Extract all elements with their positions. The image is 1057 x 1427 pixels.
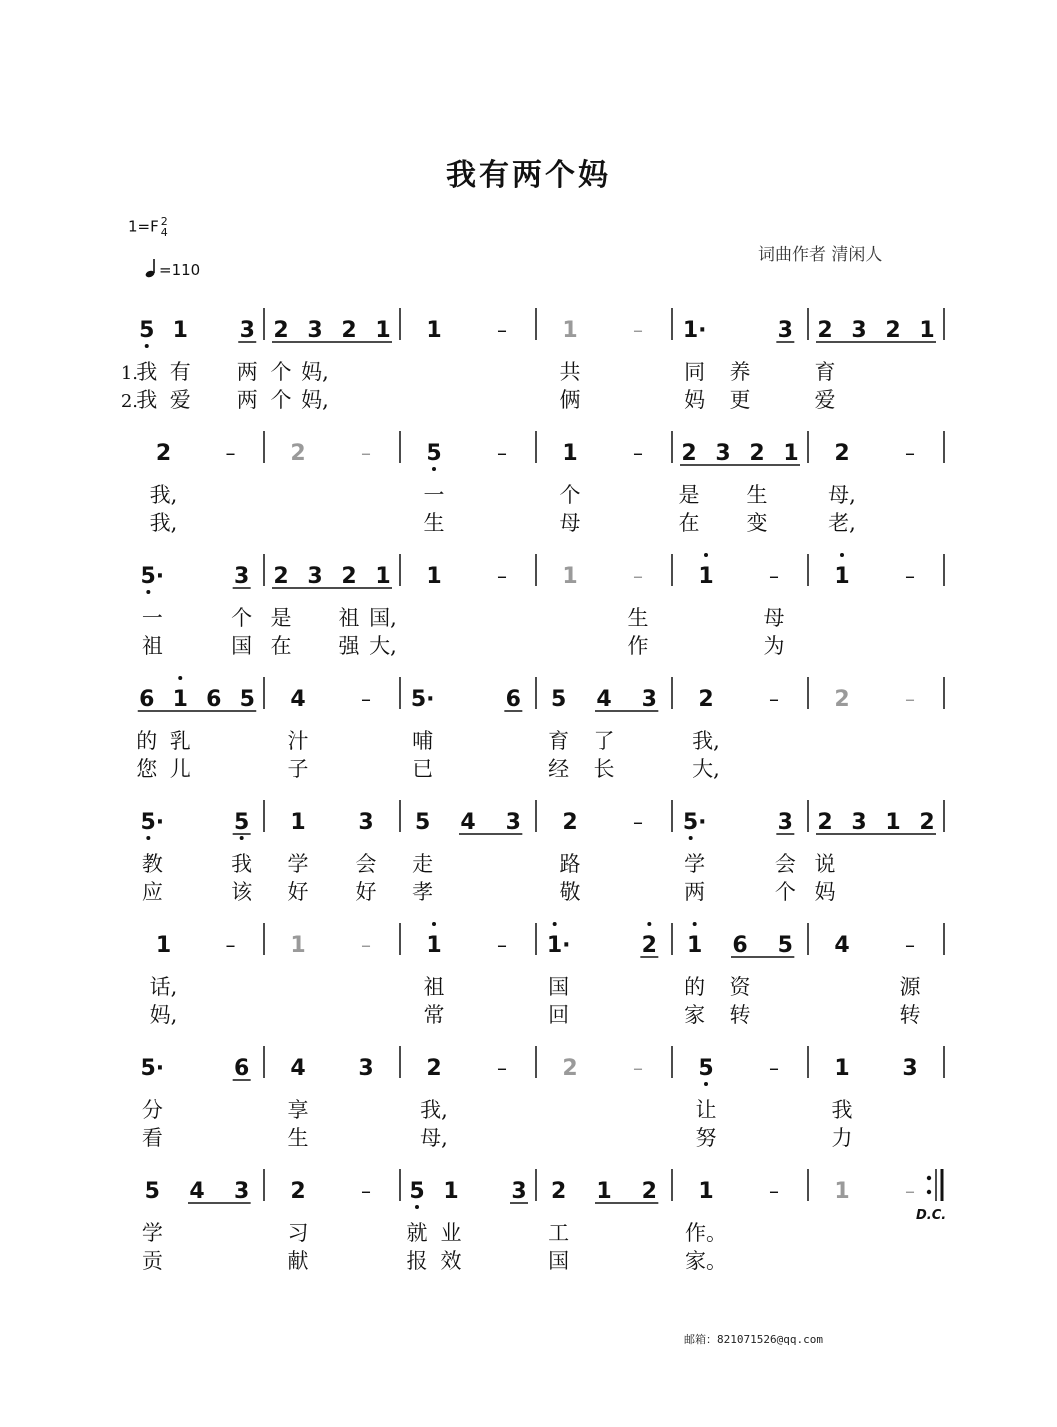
lyric-char: 作。 bbox=[685, 1221, 727, 1245]
note: 1 bbox=[834, 1056, 850, 1081]
lyric-char: 一 bbox=[141, 606, 163, 630]
lyric-char: 家。 bbox=[685, 1249, 727, 1273]
lyric-char: 的 bbox=[684, 975, 706, 999]
lyric-char: 就 bbox=[406, 1221, 428, 1245]
note: 1 bbox=[834, 1179, 850, 1204]
lyric-char: 祖 bbox=[423, 975, 445, 999]
lyric-char: 妈, bbox=[149, 1003, 178, 1027]
note: 5· bbox=[140, 1056, 165, 1081]
lyric-char: 分 bbox=[141, 1098, 163, 1122]
note: 5· bbox=[682, 810, 707, 835]
lyric-char: 资 bbox=[729, 975, 751, 999]
note: 2 bbox=[562, 810, 578, 835]
note: 1 bbox=[426, 933, 442, 958]
time-signature: 2 4 bbox=[160, 215, 168, 239]
note: 1 bbox=[698, 1179, 714, 1204]
lyric-char: 转 bbox=[729, 1003, 751, 1027]
verse-number: 2. bbox=[120, 391, 138, 412]
lyric-char: 共 bbox=[559, 360, 581, 384]
lyric-char: 力 bbox=[831, 1126, 853, 1150]
lyric-char: 同 bbox=[684, 360, 706, 384]
note-dash: – bbox=[633, 318, 643, 342]
lyric-char: 俩 bbox=[559, 388, 581, 412]
note: 1 bbox=[155, 933, 172, 958]
note: 2 bbox=[273, 564, 289, 589]
note: 2 bbox=[817, 810, 833, 835]
octave-dot-low bbox=[415, 1205, 419, 1209]
note: 1 bbox=[375, 564, 391, 589]
note: 1 bbox=[172, 687, 188, 712]
lyric-char: 经 bbox=[548, 757, 570, 781]
octave-dot-high bbox=[693, 922, 697, 926]
author-credit: 词曲作者 清闲人 bbox=[758, 245, 883, 265]
note: 1 bbox=[834, 564, 850, 589]
note: 5 bbox=[551, 687, 567, 712]
octave-dot-high bbox=[553, 922, 557, 926]
note: 1 bbox=[596, 1179, 612, 1204]
lyric-char: 变 bbox=[746, 511, 768, 535]
lyric-char: 回 bbox=[548, 1003, 570, 1027]
lyric-char: 孝 bbox=[412, 880, 434, 904]
lyric-char: 业 bbox=[440, 1221, 462, 1245]
note-dash: – bbox=[497, 441, 507, 465]
lyric-char: 您 bbox=[136, 757, 158, 781]
note: 1 bbox=[290, 810, 306, 835]
lyric-char: 好 bbox=[287, 880, 309, 904]
lyric-char: 在 bbox=[678, 511, 700, 535]
note: 2 bbox=[641, 933, 657, 958]
octave-dot-low bbox=[145, 344, 149, 348]
lyric-char: 国 bbox=[231, 634, 253, 658]
octave-dot-high bbox=[840, 553, 844, 557]
note: 3 bbox=[234, 564, 250, 589]
lyric-char: 乳 bbox=[169, 729, 191, 753]
note: 3 bbox=[851, 810, 867, 835]
lyric-char: 源 bbox=[899, 975, 921, 999]
lyric-char: 会 bbox=[355, 852, 377, 876]
note: 3 bbox=[505, 810, 521, 835]
lyric-char: 的 bbox=[136, 729, 158, 753]
lyric-char: 生 bbox=[423, 511, 445, 535]
note: 5 bbox=[698, 1056, 714, 1081]
lyric-char: 是 bbox=[270, 606, 292, 630]
lyric-char: 长 bbox=[593, 757, 615, 781]
note: 1 bbox=[443, 1179, 459, 1204]
note: 3 bbox=[777, 810, 793, 835]
note: 4 bbox=[834, 933, 850, 958]
note-dash: – bbox=[769, 1179, 779, 1203]
lyric-char: 说 bbox=[814, 852, 836, 876]
lyric-char: 一 bbox=[423, 483, 445, 507]
lyric-char: 常 bbox=[423, 1003, 445, 1027]
lyric-char: 习 bbox=[287, 1221, 309, 1245]
note: 1 bbox=[375, 318, 391, 343]
note: 4 bbox=[290, 687, 306, 712]
note-dash: – bbox=[905, 1179, 915, 1203]
octave-dot-low bbox=[146, 836, 150, 840]
key-label: 1=F bbox=[128, 217, 159, 236]
note: 2 bbox=[885, 318, 901, 343]
note: 1 bbox=[172, 318, 188, 343]
note-dash: – bbox=[497, 1056, 507, 1080]
note-dash: – bbox=[905, 933, 915, 957]
lyric-char: 国 bbox=[548, 1249, 570, 1273]
note: 1 bbox=[698, 564, 714, 589]
lyric-char: 育 bbox=[814, 360, 836, 384]
note: 5 bbox=[409, 1179, 425, 1204]
lyric-char: 母 bbox=[559, 511, 581, 535]
note: 2 bbox=[273, 318, 289, 343]
note: 5 bbox=[777, 933, 793, 958]
lyric-char: 敬 bbox=[559, 880, 581, 904]
lyric-char: 我, bbox=[149, 483, 178, 507]
note: 3 bbox=[902, 1056, 918, 1081]
note: 3 bbox=[511, 1179, 527, 1204]
da-capo-mark: D.C. bbox=[916, 1208, 947, 1223]
lyric-char: 祖 bbox=[141, 634, 163, 658]
lyric-char: 我 bbox=[231, 852, 253, 876]
note: 6 bbox=[234, 1056, 250, 1081]
note: 1 bbox=[562, 318, 578, 343]
note: 1 bbox=[687, 933, 703, 958]
note-dash: – bbox=[633, 810, 643, 834]
lyric-char: 教 bbox=[141, 852, 163, 876]
note-dash: – bbox=[497, 933, 507, 957]
note: 3 bbox=[358, 810, 374, 835]
lyric-char: 哺 bbox=[412, 729, 434, 753]
note-dash: – bbox=[769, 687, 779, 711]
note: 3 bbox=[641, 687, 657, 712]
lyric-char: 学 bbox=[141, 1221, 163, 1245]
note: 3 bbox=[358, 1056, 374, 1081]
octave-dot-high bbox=[704, 553, 708, 557]
note-dash: – bbox=[361, 1179, 371, 1203]
lyric-char: 我, bbox=[420, 1098, 448, 1122]
note-dash: – bbox=[633, 441, 643, 465]
lyric-char: 妈 bbox=[814, 880, 836, 904]
note: 2 bbox=[290, 441, 306, 466]
note: 2 bbox=[834, 441, 850, 466]
note: 6 bbox=[139, 687, 155, 712]
note: 5 bbox=[234, 810, 250, 835]
contact-email: 邮箱：821071526@qq.com bbox=[684, 1333, 823, 1346]
lyric-char: 老, bbox=[828, 511, 856, 535]
octave-dot-high bbox=[432, 922, 436, 926]
lyric-char: 爱 bbox=[169, 388, 191, 412]
note: 4 bbox=[460, 810, 476, 835]
lyric-char: 生 bbox=[627, 606, 649, 630]
lyric-char: 报 bbox=[406, 1249, 428, 1273]
note: 1 bbox=[919, 318, 935, 343]
note-dash: – bbox=[497, 318, 507, 342]
lyric-char: 话, bbox=[149, 975, 178, 999]
note-dash: – bbox=[905, 564, 915, 588]
lyric-char: 汁 bbox=[287, 729, 309, 753]
lyric-char: 努 bbox=[695, 1126, 717, 1150]
lyric-char: 个 bbox=[270, 388, 292, 412]
lyric-char: 养 bbox=[729, 360, 751, 384]
lyric-char: 了 bbox=[593, 729, 615, 753]
lyric-char: 母, bbox=[420, 1126, 448, 1150]
lyric-char: 工 bbox=[548, 1221, 570, 1245]
lyric-char: 子 bbox=[287, 757, 309, 781]
note: 1 bbox=[290, 933, 306, 958]
lyric-char: 大, bbox=[692, 757, 720, 781]
repeat-dot bbox=[927, 1176, 931, 1180]
octave-dot-low bbox=[704, 1082, 708, 1086]
lyric-char: 我 bbox=[136, 388, 158, 412]
note-dash: – bbox=[225, 933, 236, 957]
lyric-char: 大, bbox=[369, 634, 397, 658]
verse-number: 1. bbox=[120, 363, 138, 384]
lyric-char: 路 bbox=[559, 852, 581, 876]
note: 4 bbox=[596, 687, 612, 712]
lyric-char: 两 bbox=[236, 360, 258, 384]
note: 6 bbox=[732, 933, 748, 958]
lyric-char: 在 bbox=[270, 634, 292, 658]
lyric-char: 学 bbox=[684, 852, 706, 876]
note: 2 bbox=[290, 1179, 306, 1204]
lyric-char: 个 bbox=[559, 483, 581, 507]
lyric-char: 妈, bbox=[301, 360, 329, 384]
note: 1· bbox=[682, 318, 707, 343]
lyric-char: 强 bbox=[338, 634, 360, 658]
lyric-char: 母, bbox=[828, 483, 856, 507]
note: 1 bbox=[562, 564, 578, 589]
lyric-char: 贡 bbox=[141, 1249, 163, 1273]
lyric-char: 爱 bbox=[814, 388, 836, 412]
lyric-char: 个 bbox=[774, 880, 796, 904]
note-dash: – bbox=[225, 441, 236, 465]
note: 1 bbox=[885, 810, 901, 835]
lyric-char: 好 bbox=[355, 880, 377, 904]
note: 5 bbox=[239, 687, 255, 712]
note: 2 bbox=[834, 687, 850, 712]
lyric-char: 已 bbox=[412, 757, 434, 781]
lyric-char: 家 bbox=[684, 1003, 706, 1027]
note-dash: – bbox=[361, 933, 371, 957]
note: 6 bbox=[206, 687, 222, 712]
note-dash: – bbox=[769, 564, 779, 588]
note: 1 bbox=[562, 441, 578, 466]
note: 4 bbox=[189, 1179, 205, 1204]
note: 2 bbox=[749, 441, 765, 466]
note: 6 bbox=[505, 687, 521, 712]
note: 2 bbox=[681, 441, 697, 466]
note-dash: – bbox=[633, 1056, 643, 1080]
octave-dot-low bbox=[432, 467, 436, 471]
note: 5· bbox=[140, 564, 165, 589]
lyric-char: 母 bbox=[763, 606, 785, 630]
lyric-char: 儿 bbox=[169, 757, 191, 781]
lyric-char: 献 bbox=[287, 1249, 309, 1273]
lyric-char: 个 bbox=[270, 360, 292, 384]
octave-dot-low bbox=[240, 836, 244, 840]
note-dash: – bbox=[769, 1056, 779, 1080]
lyric-char: 作 bbox=[627, 634, 649, 658]
lyric-char: 更 bbox=[729, 388, 751, 412]
note: 2 bbox=[551, 1179, 567, 1204]
lyric-char: 个 bbox=[231, 606, 253, 630]
lyric-char: 国 bbox=[548, 975, 570, 999]
lyric-char: 是 bbox=[678, 483, 700, 507]
lyric-char: 两 bbox=[684, 880, 706, 904]
note: 3 bbox=[239, 318, 255, 343]
note-dash: – bbox=[905, 441, 915, 465]
note: 5· bbox=[410, 687, 435, 712]
octave-dot-low bbox=[689, 836, 693, 840]
note: 3 bbox=[234, 1179, 250, 1204]
lyric-char: 育 bbox=[548, 729, 570, 753]
lyric-char: 两 bbox=[236, 388, 258, 412]
lyric-char: 学 bbox=[287, 852, 309, 876]
lyric-char: 应 bbox=[141, 880, 163, 904]
note: 3 bbox=[307, 564, 323, 589]
tempo-value: =110 bbox=[159, 261, 201, 279]
note: 5 bbox=[426, 441, 442, 466]
octave-dot-high bbox=[178, 676, 182, 680]
note: 3 bbox=[777, 318, 793, 343]
note: 2 bbox=[155, 441, 172, 466]
lyric-char: 享 bbox=[287, 1098, 309, 1122]
lyric-char: 走 bbox=[412, 852, 434, 876]
note: 2 bbox=[641, 1179, 657, 1204]
note: 5 bbox=[139, 318, 155, 343]
lyric-char: 效 bbox=[440, 1249, 462, 1273]
lyric-char: 为 bbox=[763, 634, 785, 658]
lyric-char: 妈 bbox=[684, 388, 706, 412]
lyric-char: 让 bbox=[695, 1098, 717, 1122]
note: 2 bbox=[341, 318, 357, 343]
lyric-char: 我, bbox=[692, 729, 720, 753]
note: 5 bbox=[144, 1179, 160, 1204]
lyric-char: 有 bbox=[169, 360, 191, 384]
note: 2 bbox=[698, 687, 714, 712]
lyric-char: 我 bbox=[831, 1098, 853, 1122]
lyric-char: 转 bbox=[899, 1003, 921, 1027]
lyric-char: 国, bbox=[369, 606, 397, 630]
lyric-char: 祖 bbox=[338, 606, 360, 630]
note: 1 bbox=[783, 441, 799, 466]
note: 3 bbox=[307, 318, 323, 343]
note: 2 bbox=[562, 1056, 578, 1081]
song-title: 我有两个妈 bbox=[446, 158, 611, 193]
note: 2 bbox=[341, 564, 357, 589]
lyric-char: 生 bbox=[746, 483, 768, 507]
note: 2 bbox=[919, 810, 935, 835]
lyric-char: 会 bbox=[774, 852, 796, 876]
note: 2 bbox=[817, 318, 833, 343]
note-dash: – bbox=[361, 441, 371, 465]
note: 4 bbox=[290, 1056, 306, 1081]
note: 2 bbox=[426, 1056, 442, 1081]
note-dash: – bbox=[905, 687, 915, 711]
note: 1· bbox=[546, 933, 571, 958]
lyric-char: 我 bbox=[136, 360, 158, 384]
note: 1 bbox=[426, 318, 442, 343]
lyric-char: 该 bbox=[231, 880, 253, 904]
lyric-char: 生 bbox=[287, 1126, 309, 1150]
octave-dot-high bbox=[647, 922, 651, 926]
repeat-dot bbox=[927, 1190, 931, 1194]
note-dash: – bbox=[633, 564, 643, 588]
note-dash: – bbox=[361, 687, 371, 711]
note: 3 bbox=[851, 318, 867, 343]
note: 3 bbox=[715, 441, 731, 466]
octave-dot-low bbox=[146, 590, 150, 594]
note: 5 bbox=[415, 810, 431, 835]
lyric-char: 我, bbox=[149, 511, 178, 535]
note: 5· bbox=[140, 810, 165, 835]
lyric-char: 看 bbox=[141, 1126, 163, 1150]
note: 1 bbox=[426, 564, 442, 589]
note-dash: – bbox=[497, 564, 507, 588]
lyric-char: 妈, bbox=[301, 388, 329, 412]
